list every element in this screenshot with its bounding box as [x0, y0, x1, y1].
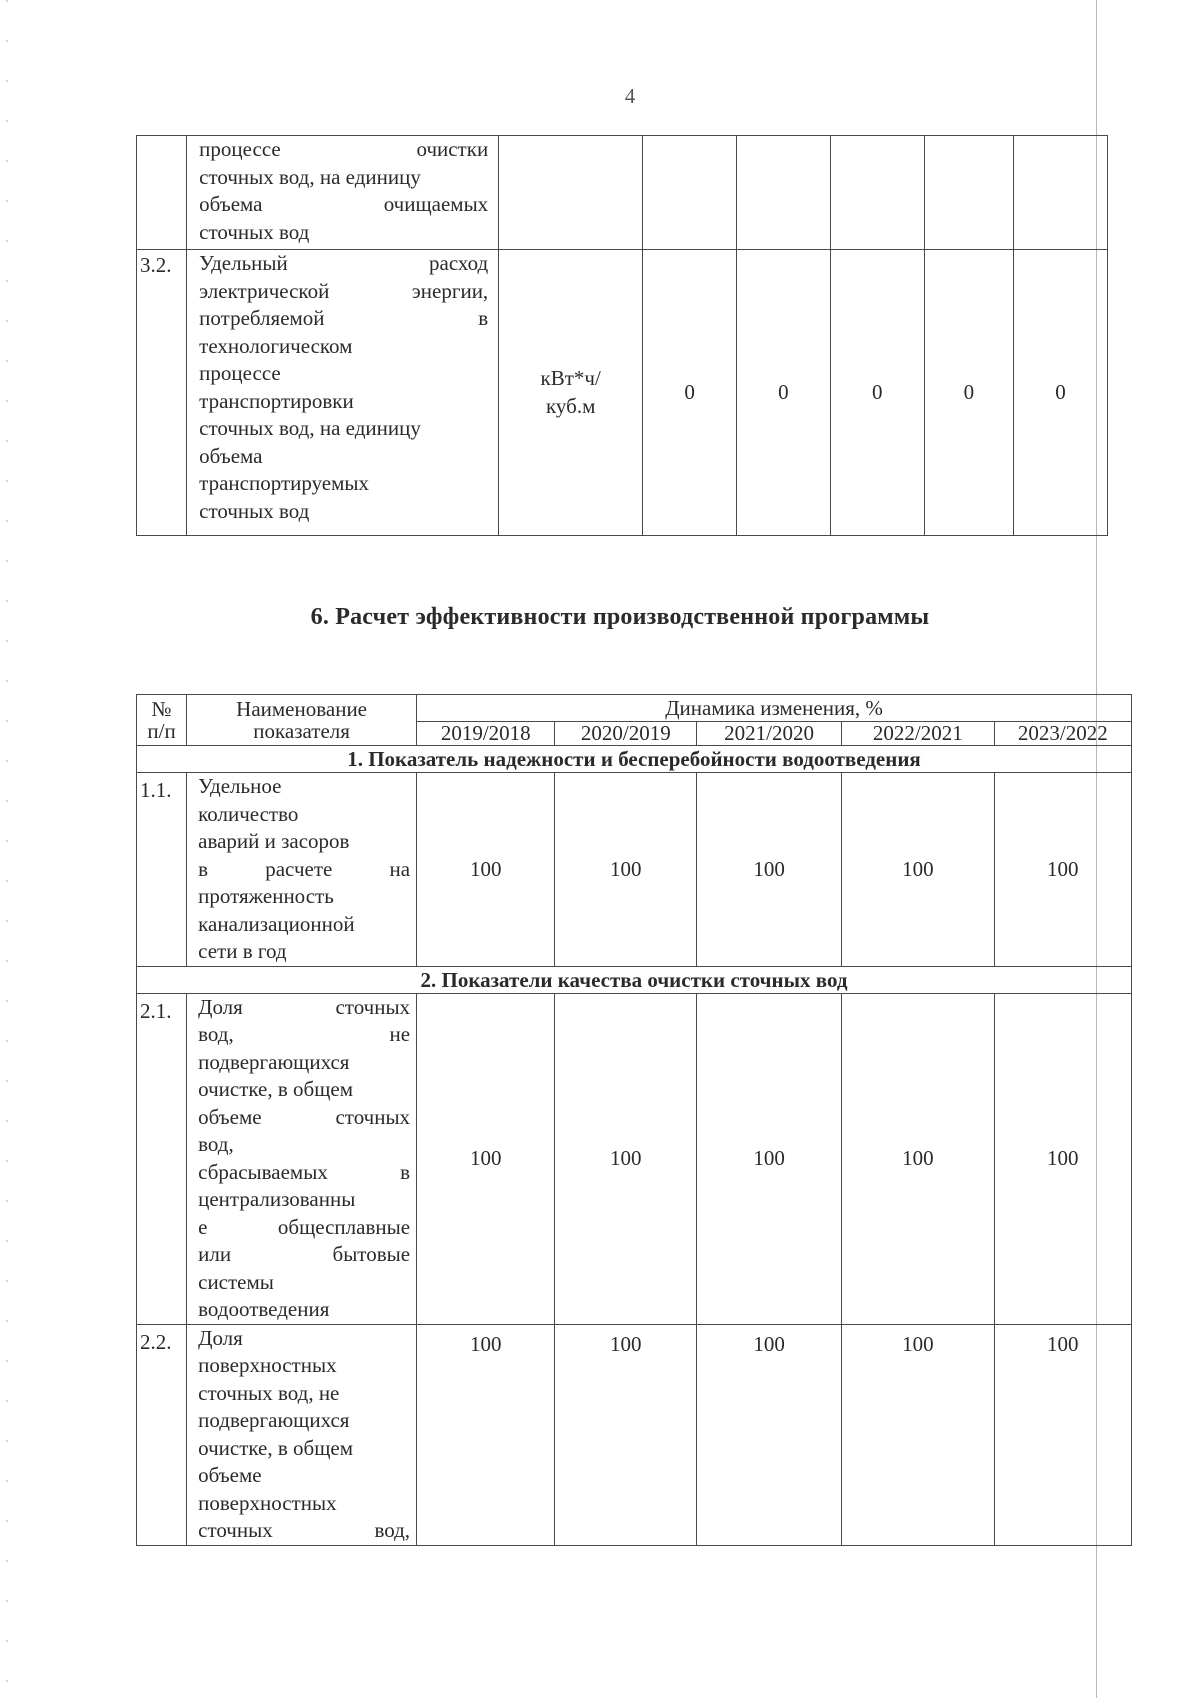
name-line — [198, 938, 410, 966]
name-word: сточных вод, на единицу — [199, 416, 421, 440]
name-word: или — [198, 1242, 232, 1266]
name-line — [199, 333, 488, 361]
name-word: потребляемой — [199, 306, 325, 330]
name-line — [198, 828, 410, 856]
value-cell: 100 — [842, 1324, 995, 1545]
indicator-name — [187, 993, 417, 1324]
col-name-header: Наименование показателя — [187, 695, 417, 746]
value-cell: 100 — [555, 1324, 697, 1545]
name-word: сточных вод — [199, 498, 310, 523]
name-line — [198, 1325, 410, 1353]
name-line — [198, 1241, 410, 1269]
name-line — [198, 801, 410, 829]
year-header: 2021/2020 — [697, 722, 842, 746]
value-cell: 100 — [842, 993, 995, 1324]
name-word: расход — [429, 251, 489, 275]
section-title: 6. Расчет эффективности производственной программы — [310, 604, 930, 630]
table-row — [137, 250, 1108, 536]
name-line — [198, 994, 410, 1022]
row-number — [137, 136, 187, 250]
value-cell: 0 — [924, 250, 1013, 536]
name-line — [198, 883, 410, 911]
row-number: 2.1. — [137, 993, 187, 1324]
name-word: энергии, — [411, 278, 489, 303]
name-word: в — [400, 1159, 411, 1184]
year-header: 2022/2021 — [842, 722, 995, 746]
name-word: расчете — [265, 856, 333, 881]
name-word: технологическом — [199, 333, 353, 358]
value-cell: 100 — [555, 993, 697, 1324]
value-cell: 100 — [697, 1324, 842, 1545]
value-cell: 100 — [994, 993, 1131, 1324]
page-number: 4 — [624, 84, 636, 108]
value-cell: 100 — [555, 773, 697, 967]
name-word: сточных вод, не — [198, 1380, 340, 1405]
name-word: объема — [199, 192, 263, 216]
name-word: Удельное — [198, 774, 282, 798]
name-line — [198, 1186, 410, 1214]
group-title: 1. Показатель надежности и бесперебойности водоотведения — [137, 746, 1132, 773]
row-number: 1.1. — [137, 773, 187, 967]
name-word: Доля — [198, 1325, 243, 1350]
name-word: сбрасываемых — [198, 1159, 328, 1184]
name-line — [198, 1517, 410, 1545]
name-line — [198, 1076, 410, 1104]
name-word: аварий и засоров — [198, 829, 350, 853]
consumption-table-continued — [136, 135, 1108, 536]
name-word: общесплавные — [277, 1214, 411, 1239]
value-cell — [1014, 136, 1108, 250]
name-word: подвергающихся — [198, 1408, 350, 1432]
name-word: транспортируемых — [199, 471, 370, 495]
name-line — [198, 1380, 410, 1408]
table-row — [137, 773, 1132, 967]
name-word: объеме — [198, 1104, 262, 1129]
name-line — [198, 1462, 410, 1490]
value-cell: 100 — [697, 773, 842, 967]
table-row — [137, 993, 1132, 1324]
name-word: электрической — [199, 278, 330, 303]
name-line — [198, 773, 410, 801]
name-word: поверхностных — [198, 1353, 337, 1377]
group-row — [137, 746, 1132, 773]
row-number: 3.2. — [137, 250, 187, 536]
name-word: водоотведения — [198, 1297, 330, 1321]
table-row — [137, 1324, 1132, 1545]
year-header: 2020/2019 — [555, 722, 697, 746]
name-word: процессе — [199, 137, 281, 161]
name-word: сточных вод, на единицу — [199, 164, 421, 189]
name-word: очистке, в общем — [198, 1435, 354, 1460]
name-line — [198, 1214, 410, 1242]
name-line — [199, 164, 488, 192]
group-row — [137, 966, 1132, 993]
name-line — [198, 1435, 410, 1463]
name-word: объема — [199, 443, 263, 468]
value-cell — [737, 136, 831, 250]
value-cell: 100 — [417, 993, 555, 1324]
name-line — [198, 1269, 410, 1297]
name-line — [199, 498, 488, 526]
name-line — [199, 136, 488, 164]
name-word: количество — [198, 801, 299, 826]
name-word: транспортировки — [199, 388, 354, 413]
indicator-name — [187, 1324, 417, 1545]
name-line — [199, 219, 488, 247]
name-word: сети в год — [198, 939, 287, 963]
name-word: е — [198, 1214, 208, 1239]
name-line — [198, 1296, 410, 1324]
name-line — [198, 1049, 410, 1077]
dynamics-header: Динамика изменения, % — [417, 695, 1132, 722]
indicator-name — [187, 773, 417, 967]
value-cell: 100 — [994, 773, 1131, 967]
table-row — [137, 136, 1108, 250]
name-word: процессе — [199, 361, 281, 385]
name-word: объеме — [198, 1463, 262, 1487]
name-word: очистке, в общем — [198, 1077, 354, 1101]
value-cell — [643, 136, 737, 250]
name-word: очистки — [416, 137, 489, 161]
name-word: бытовые — [332, 1242, 411, 1266]
name-word: протяженность — [198, 884, 334, 908]
name-line — [198, 1407, 410, 1435]
unit-line: кВт*ч/ — [540, 366, 601, 390]
name-line — [198, 1104, 410, 1132]
name-line — [199, 360, 488, 388]
name-line — [199, 250, 488, 278]
name-word: централизованны — [198, 1187, 356, 1211]
name-word: сточных вод — [199, 219, 310, 244]
scan-edge-marks — [6, 0, 8, 1698]
value-cell: 100 — [417, 773, 555, 967]
name-line — [199, 415, 488, 443]
col-num-header: № п/п — [137, 695, 187, 746]
group-title: 2. Показатели качества очистки сточных вод — [137, 966, 1132, 993]
name-line — [199, 443, 488, 471]
unit-line: куб.м — [546, 393, 596, 418]
name-word: канализационной — [198, 911, 355, 936]
name-word: поверхностных — [198, 1490, 337, 1515]
name-line — [199, 305, 488, 333]
value-cell: 0 — [737, 250, 831, 536]
name-line — [198, 911, 410, 939]
value-cell — [924, 136, 1013, 250]
name-line — [198, 1490, 410, 1518]
value-cell: 100 — [994, 1324, 1131, 1545]
unit-cell — [499, 136, 643, 250]
name-word: в — [478, 306, 489, 330]
value-cell: 0 — [1014, 250, 1108, 536]
name-word: очищаемых — [383, 192, 489, 216]
name-word: не — [389, 1022, 411, 1046]
name-word: Доля — [198, 994, 243, 1019]
name-line — [198, 856, 410, 884]
name-word: в — [198, 856, 209, 881]
name-line — [198, 1021, 410, 1049]
name-word: подвергающихся — [198, 1049, 350, 1074]
name-word: Удельный — [199, 251, 288, 275]
name-line — [199, 388, 488, 416]
value-cell: 0 — [643, 250, 737, 536]
name-word: сточных — [335, 994, 411, 1019]
year-header: 2023/2022 — [994, 722, 1131, 746]
name-line — [199, 191, 488, 219]
name-word: на — [389, 856, 411, 881]
value-cell — [830, 136, 924, 250]
row-number: 2.2. — [137, 1324, 187, 1545]
name-word: сточных — [198, 1518, 273, 1542]
name-line — [198, 1131, 410, 1159]
year-header: 2019/2018 — [417, 722, 555, 746]
name-word: вод, — [374, 1518, 411, 1542]
name-line — [199, 470, 488, 498]
name-line — [198, 1352, 410, 1380]
value-cell: 100 — [842, 773, 995, 967]
name-word: вод, — [198, 1132, 234, 1156]
name-line — [198, 1159, 410, 1187]
value-cell: 100 — [697, 993, 842, 1324]
indicator-name — [187, 136, 499, 250]
name-line — [199, 278, 488, 306]
unit-cell — [499, 250, 643, 536]
value-cell: 0 — [830, 250, 924, 536]
indicator-name — [187, 250, 499, 536]
name-word: сточных — [335, 1104, 411, 1129]
name-word: системы — [198, 1269, 274, 1294]
name-word: вод, — [198, 1022, 234, 1046]
value-cell: 100 — [417, 1324, 555, 1545]
efficiency-table — [136, 694, 1132, 1546]
